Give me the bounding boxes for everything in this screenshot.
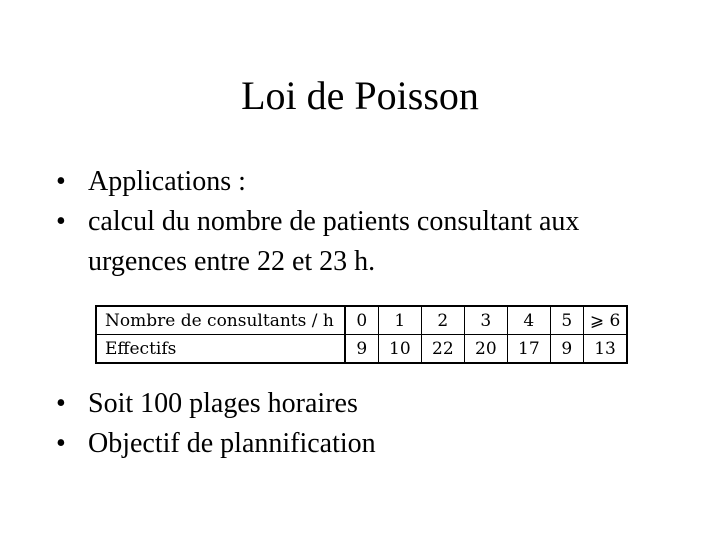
table-cell: 1: [378, 306, 421, 335]
table-cell: 13: [583, 335, 627, 364]
table-cell: 9: [550, 335, 583, 364]
bullet-text: Soit 100 plages horaires: [88, 388, 358, 419]
bullet-icon: •: [56, 206, 66, 237]
bullet-icon: •: [56, 166, 66, 197]
data-table-container: [95, 305, 628, 364]
data-table: [95, 305, 628, 364]
slide-title: Loi de Poisson: [241, 73, 479, 118]
bullet-item: [56, 424, 676, 464]
table-cell: 22: [421, 335, 464, 364]
table-cell: 0: [345, 306, 379, 335]
table-cell: 3: [464, 306, 507, 335]
row-label-counts: Nombre de consultants / h: [96, 306, 345, 335]
table-row-counts: [96, 306, 627, 335]
table-cell: 2: [421, 306, 464, 335]
bullet-icon: •: [56, 388, 66, 419]
row-label-effectifs: Effectifs: [96, 335, 345, 364]
table-cell: 20: [464, 335, 507, 364]
bullet-item: [56, 202, 676, 282]
bullet-text: calcul du nombre de patients consultant aux urgences entre 22 et 23 h.: [88, 206, 580, 277]
table-cell: 17: [507, 335, 550, 364]
table-cell: 10: [378, 335, 421, 364]
bullet-icon: •: [56, 428, 66, 459]
table-cell: 9: [345, 335, 379, 364]
bullet-list-top: [56, 162, 676, 282]
table-cell: ⩾ 6: [583, 306, 627, 335]
bullet-item: [56, 384, 676, 424]
bullet-item: [56, 162, 676, 202]
bullet-list-bottom: [56, 384, 676, 464]
bullet-text: Objectif de plannification: [88, 428, 376, 459]
table-cell: 4: [507, 306, 550, 335]
table-row-effectifs: [96, 335, 627, 364]
bullet-text: Applications :: [88, 166, 246, 197]
table-cell: 5: [550, 306, 583, 335]
